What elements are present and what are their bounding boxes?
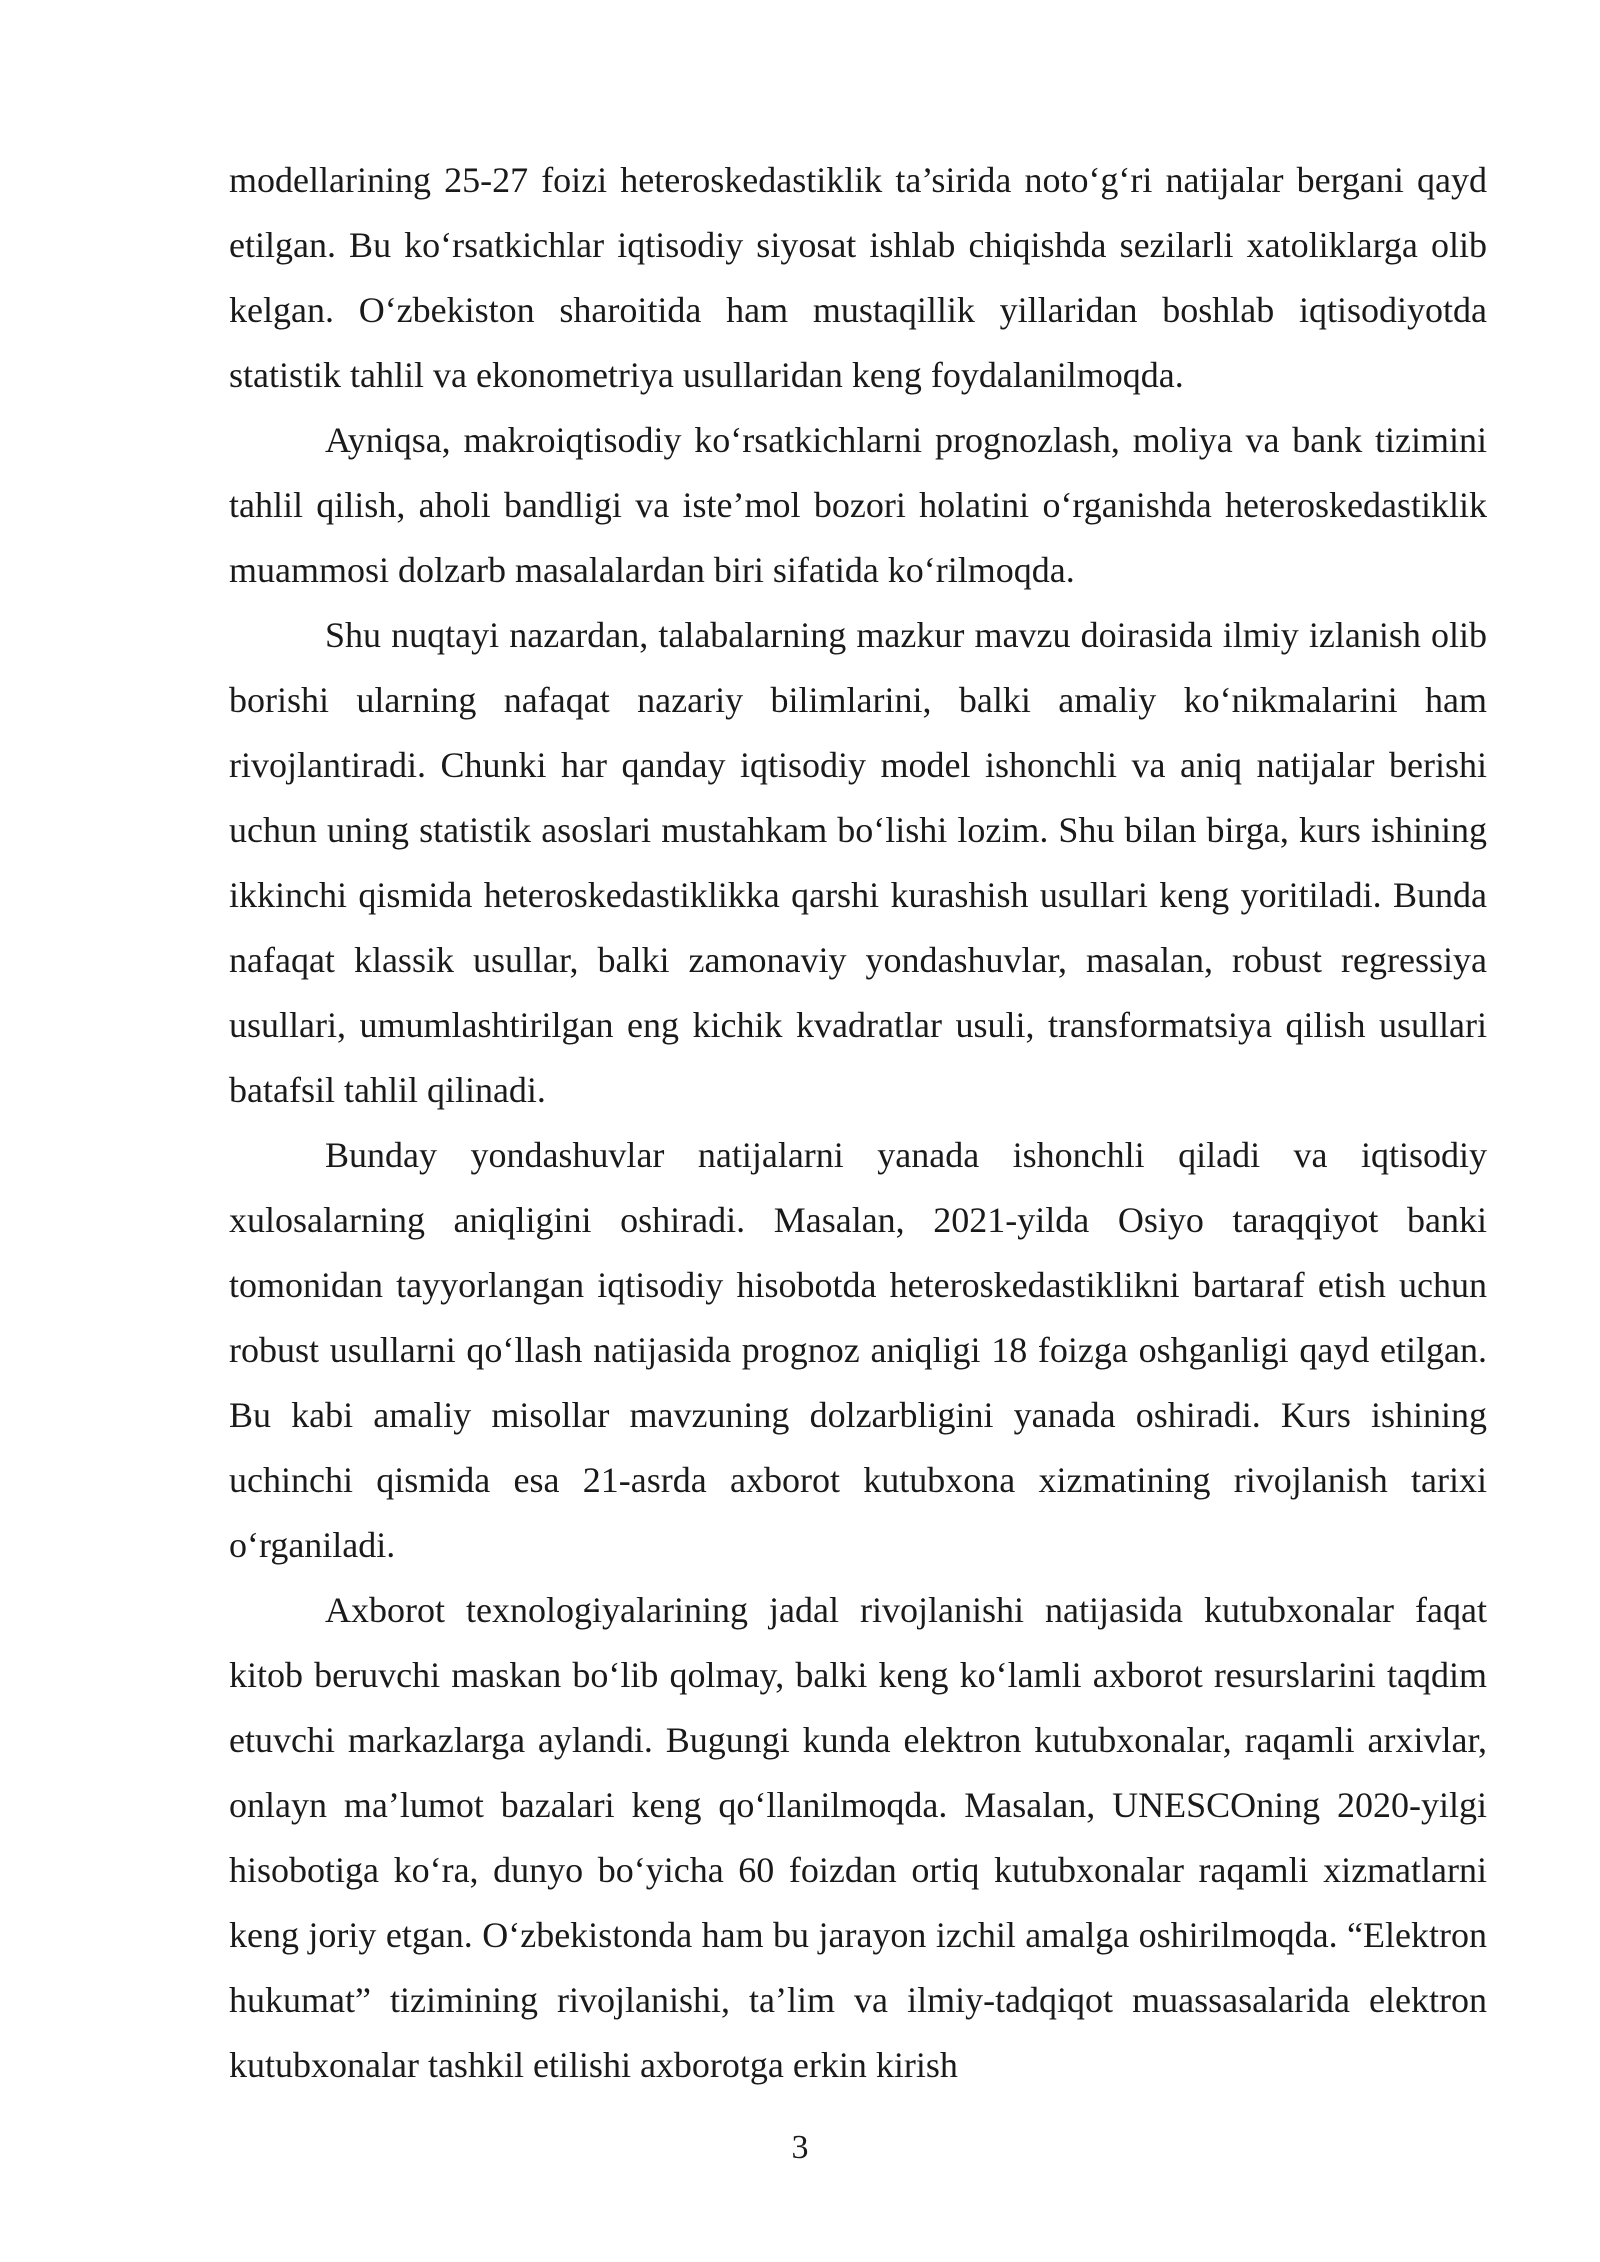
paragraph: Bunday yondashuvlar natijalarni yanada ishonchli qiladi va iqtisodiy xulosalarning aniqligini oshiradi. Masalan, 2021-yilda Osiyo taraqqiyot banki tomonidan tayyorlangan iqtisodiy hisobotda heteroskedastiklikni bartaraf etish uchun robust usullarni qo‘llash natijasida prognoz aniqligi 18 foizga oshganligi qayd etilgan. Bu kabi amaliy misollar mavzuning dolzarbligini yanada oshiradi. Kurs ishining uchinchi qismida esa 21-asrda axborot kutubxona xizmatining rivojlanish tarixi o‘rganiladi. [229, 1135, 1487, 1565]
paragraph: Ayniqsa, makroiqtisodiy ko‘rsatkichlarni prognozlash, moliya va bank tizimini tahlil qilish, aholi bandligi va iste’mol bozori holatini o‘rganishda heteroskedastiklik muammosi dolzarb masalalardan biri sifatida ko‘rilmoqda. [229, 420, 1487, 590]
body-text [229, 148, 1487, 2098]
paragraph: Shu nuqtayi nazardan, talabalarning mazkur mavzu doirasida ilmiy izlanish olib borishi ularning nafaqat nazariy bilimlarini, balki amaliy ko‘nikmalarini ham rivojlantiradi. Chunki har qanday iqtisodiy model ishonchli va aniq natijalar berishi uchun uning statistik asoslari mustahkam bo‘lishi lozim. Shu bilan birga, kurs ishining ikkinchi qismida heteroskedastiklikka qarshi kurashish usullari keng yoritiladi. Bunda nafaqat klassik usullar, balki zamonaviy yondashuvlar, masalan, robust regressiya usullari, umumlashtirilgan eng kichik kvadratlar usuli, transformatsiya qilish usullari batafsil tahlil qilinadi. [229, 615, 1487, 1110]
page-number: 3 [791, 2129, 809, 2166]
paragraph: Axborot texnologiyalarining jadal rivojlanishi natijasida kutubxonalar faqat kitob beruvchi maskan bo‘lib qolmay, balki keng ko‘lamli axborot resurslarini taqdim etuvchi markazlarga aylandi. Bugungi kunda elektron kutubxonalar, raqamli arxivlar, onlayn ma’lumot bazalari keng qo‘llanilmoqda. Masalan, UNESCOning 2020-yilgi hisobotiga ko‘ra, dunyo bo‘yicha 60 foizdan ortiq kutubxonalar raqamli xizmatlarni keng joriy etgan. O‘zbekistonda ham bu jarayon izchil amalga oshirilmoqda. “Elektron hukumat” tizimining rivojlanishi, ta’lim va ilmiy-tadqiqot muassasalarida elektron kutubxonalar tashkil etilishi axborotga erkin kirish [229, 1590, 1487, 2085]
paragraph-continued: modellarining 25-27 foizi heteroskedastiklik ta’sirida noto‘g‘ri natijalar bergani qayd etilgan. Bu ko‘rsatkichlar iqtisodiy siyosat ishlab chiqishda sezilarli xatoliklarga olib kelgan. O‘zbekiston sharoitida ham mustaqillik yillaridan boshlab iqtisodiyotda statistik tahlil va ekonometriya usullaridan keng foydalanilmoqda. [229, 160, 1487, 395]
